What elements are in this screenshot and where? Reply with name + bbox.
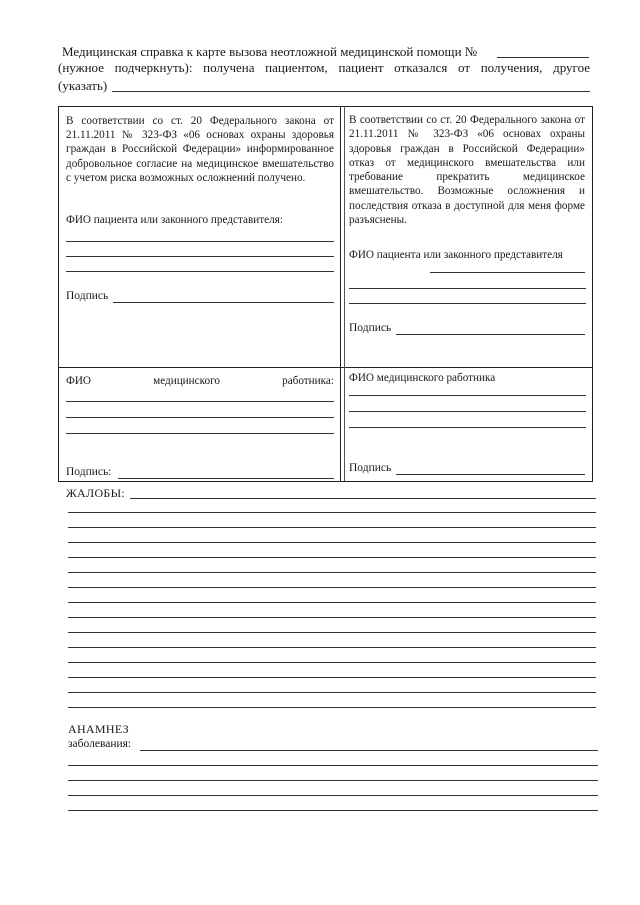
complaints-line-8[interactable] [68,617,596,618]
right-column-border [344,106,345,481]
anamnesis-line-3[interactable] [68,795,598,796]
complaints-line-3[interactable] [68,542,596,543]
specify-line[interactable] [112,91,590,92]
complaints-label: ЖАЛОБЫ: [66,486,126,500]
complaints-line-12[interactable] [68,677,596,678]
refusal-fio-line-1[interactable] [430,272,585,273]
complaints-line-7[interactable] [68,602,596,603]
anamnesis-line-1[interactable] [68,765,598,766]
consent-fio-label: ФИО пациента или законного представителя: [66,214,283,226]
complaints-line-13[interactable] [68,692,596,693]
complaints-line-10[interactable] [68,647,596,648]
worker-left-signature-line[interactable] [118,478,334,479]
complaints-line-11[interactable] [68,662,596,663]
refusal-text: В соответствии со ст. 20 Федерального закона от 21.11.2011 № 323-ФЗ «06 основах охраны здоровья граждан в Российской Федерации» отказ от медицинского вмешательства или требование прекратить медицинское вмешательство. Возможные осложнения и последствия отказа в доступной для меня форме разъяснены. [349,114,585,227]
refusal-signature-line[interactable] [396,334,585,335]
complaints-line-5[interactable] [68,572,596,573]
worker-left-fio-line-1[interactable] [66,401,334,402]
worker-right-fio-label: ФИО медицинского работника [349,372,496,384]
consent-fio-line-1[interactable] [66,241,334,242]
complaints-line-1[interactable] [68,512,596,513]
complaints-line-9[interactable] [68,632,596,633]
anamnesis-line-2[interactable] [68,780,598,781]
worker-right-fio-line-3[interactable] [349,427,586,428]
worker-left-signature-label: Подпись: [66,466,112,478]
refusal-fio-label [349,248,585,263]
table-horizontal-divider [59,367,592,368]
consent-text: В соответствии со ст. 20 Федерального закона от 21.11.2011 № 323-ФЗ «06 основах охраны здоровья граждан в Российской Федерации» информированное добровольное согласие на медицинское вмешательство с учетом риска возможных осложнений получено. [66,115,334,184]
complaints-line-0[interactable] [130,498,596,499]
worker-left-fio-line-3[interactable] [66,433,334,434]
worker-right-fio-line-1[interactable] [349,395,586,396]
consent-signature-label: Подпись [66,290,109,302]
worker-right-signature-label: Подпись [349,462,392,474]
certificate-number-line[interactable] [497,57,589,58]
consent-fio-line-3[interactable] [66,271,334,272]
worker-right-signature-line[interactable] [396,474,585,475]
anamnesis-line-0[interactable] [140,750,598,751]
specify-label: (указать) [58,78,108,93]
refusal-fio-label-text: ФИО пациента или законного представителя [349,249,563,261]
receipt-options-text: (нужное подчеркнуть): получена пациентом, пациент отказался от получения, другое [58,60,590,75]
refusal-fio-line-3[interactable] [349,303,586,304]
anamnesis-line-4[interactable] [68,810,598,811]
refusal-signature-label: Подпись [349,322,392,334]
certificate-title: Медицинская справка к карте вызова неотложной медицинской помощи № [62,44,478,59]
consent-fio-line-2[interactable] [66,256,334,257]
worker-right-fio-line-2[interactable] [349,411,586,412]
anamnesis-title: АНАМНЕЗ [68,722,129,736]
complaints-line-14[interactable] [68,707,596,708]
complaints-line-2[interactable] [68,527,596,528]
table-vertical-divider [340,106,341,481]
complaints-line-4[interactable] [68,557,596,558]
anamnesis-label: заболевания: [68,738,132,750]
worker-left-fio-label: ФИО медицинского работника: [66,375,334,387]
worker-left-fio-line-2[interactable] [66,417,334,418]
complaints-line-6[interactable] [68,587,596,588]
refusal-fio-line-2[interactable] [349,288,586,289]
consent-signature-line[interactable] [113,302,334,303]
